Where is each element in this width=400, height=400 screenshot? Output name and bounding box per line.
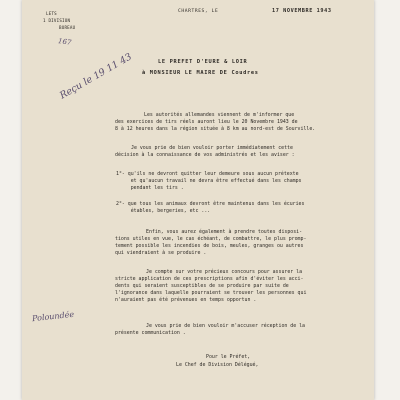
paragraph-1-line-3: 8 à 12 heures dans la région située à 8 km au nord-est de Sourville. — [115, 126, 316, 132]
item-1-line-3: pendant les tirs . — [116, 185, 184, 191]
paragraph-3-line-3: tement possible les incendies de bois, meules, granges ou autres — [115, 243, 304, 249]
paragraph-3-line-2: tions utiles en vue, le cas échéant, de combattre, le plus promp- — [115, 236, 307, 242]
paragraph-4-line-1: Je compte sur votre précieux concours pour assurer la — [146, 269, 303, 275]
item-1-line-1: 1°- qu'ils ne devront quitter leur demeure sous aucun prétexte — [116, 171, 299, 177]
paragraph-3-line-1: Enfin, vous aurez également à prendre toutes disposi- — [146, 229, 303, 235]
paragraph-4-line-4: l'ignorance dans laquelle pourraient se trouver les personnes qui — [115, 290, 307, 296]
paragraph-3-line-4: qui viendraient à se produire . — [115, 250, 207, 256]
handwritten-reference: 167 — [57, 37, 72, 47]
paragraph-1-line-1: Les autorités allemandes viennent de m'informer que — [144, 112, 295, 118]
handwritten-received-note: Reçu le 19 11 43 — [58, 51, 134, 102]
paragraph-5-line-1: Je vous prie de bien vouloir m'accuser réception de la — [146, 323, 305, 329]
item-2-line-2: étables, bergeries, etc ... — [116, 208, 211, 214]
paragraph-4-line-3: dents qui seraient susceptibles de se produire par suite de — [115, 283, 289, 289]
header-org-line2: 1 DIVISION — [43, 18, 71, 23]
signature-line-1: Pour le Préfet, — [206, 354, 251, 360]
paragraph-4-line-5: n'auraient pas été prévenues en temps opportun . — [115, 297, 257, 303]
paragraph-4-line-2: stricte application de ces prescriptions afin d'éviter les acci- — [115, 276, 304, 282]
letter-page — [22, 0, 374, 400]
signature-line-2: Le Chef de Division Délégué, — [176, 362, 259, 368]
city-date-prefix: CHARTRES, LE — [178, 9, 219, 14]
letter-date: 17 NOVEMBRE 1943 — [272, 8, 332, 14]
handwritten-margin-note: Poloundée — [31, 309, 75, 324]
paragraph-2-line-1: Je vous prie de bien vouloir porter immédiatement cette — [131, 145, 293, 151]
paragraph-5-line-2: présente communication . — [115, 330, 186, 336]
item-2-line-1: 2°- que tous les animaux devront être maintenus dans les écuries — [116, 201, 305, 207]
paragraph-2-line-2: décision à la connaissance de vos administrés et les aviser : — [115, 152, 295, 158]
header-org-line1: LETS — [46, 11, 57, 16]
sender-line: LE PREFET D'EURE & LOIR — [158, 59, 248, 65]
recipient-line: à MONSIEUR LE MAIRE DE Coudres — [142, 70, 259, 76]
header-org-line3: BUREAU — [59, 25, 76, 30]
paragraph-1-line-2: des exercices de tirs réels auront lieu le 20 Novembre 1943 de — [115, 119, 298, 125]
item-1-line-2: et qu'aucun travail ne devra être effectué dans les champs — [116, 178, 302, 184]
